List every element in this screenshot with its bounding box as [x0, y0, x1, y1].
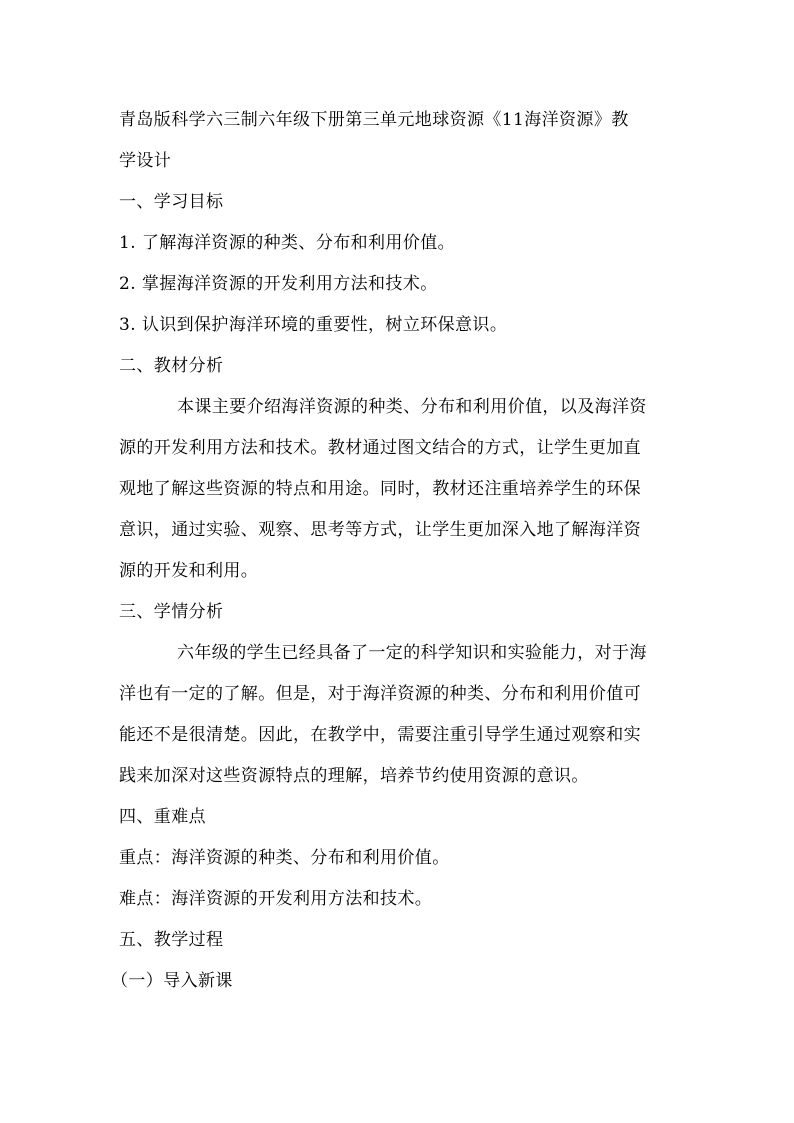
- objective-item-2: 2. 掌握海洋资源的开发利用方法和技术。: [119, 274, 438, 294]
- learner-analysis-line-4: 践来加深对这些资源特点的理解，培养节约使用资源的意识。: [119, 766, 589, 786]
- textbook-analysis-line-5: 源的开发和利用。: [119, 561, 259, 581]
- textbook-analysis-line-1: 本课主要介绍海洋资源的种类、分布和利用价值，以及海洋资: [177, 397, 647, 417]
- section-heading-learner-analysis: 三、学情分析: [119, 602, 224, 622]
- difficult-point: 难点：海洋资源的开发利用方法和技术。: [119, 889, 433, 909]
- section-heading-objectives: 一、学习目标: [119, 192, 224, 212]
- textbook-analysis-line-3: 观地了解这些资源的特点和用途。同时，教材还注重培养学生的环保: [119, 479, 641, 499]
- document-body: [111, 100, 679, 1002]
- learner-analysis-line-2: 洋也有一定的了解。但是，对于海洋资源的种类、分布和利用价值可: [119, 684, 641, 704]
- sub-heading-introduction: （一）导入新课: [111, 971, 233, 991]
- objective-item-1: 1. 了解海洋资源的种类、分布和利用价值。: [119, 233, 456, 253]
- document-title-line-2: 学设计: [119, 151, 172, 171]
- objective-item-3: 3. 认识到保护海洋环境的重要性，树立环保意识。: [119, 315, 508, 335]
- section-heading-key-difficult-points: 四、重难点: [119, 807, 206, 827]
- textbook-analysis-line-2: 源的开发利用方法和技术。教材通过图文结合的方式，让学生更加直: [119, 438, 641, 458]
- key-point: 重点：海洋资源的种类、分布和利用价值。: [119, 848, 450, 868]
- learner-analysis-line-3: 能还不是很清楚。因此，在教学中，需要注重引导学生通过观察和实: [119, 725, 641, 745]
- document-title-line-1: 青岛版科学六三制六年级下册第三单元地球资源《11海洋资源》教: [119, 110, 629, 130]
- section-heading-textbook-analysis: 二、教材分析: [119, 356, 224, 376]
- learner-analysis-line-1: 六年级的学生已经具备了一定的科学知识和实验能力，对于海: [177, 643, 647, 663]
- section-heading-teaching-process: 五、教学过程: [119, 930, 224, 950]
- textbook-analysis-line-4: 意识，通过实验、观察、思考等方式，让学生更加深入地了解海洋资: [119, 520, 641, 540]
